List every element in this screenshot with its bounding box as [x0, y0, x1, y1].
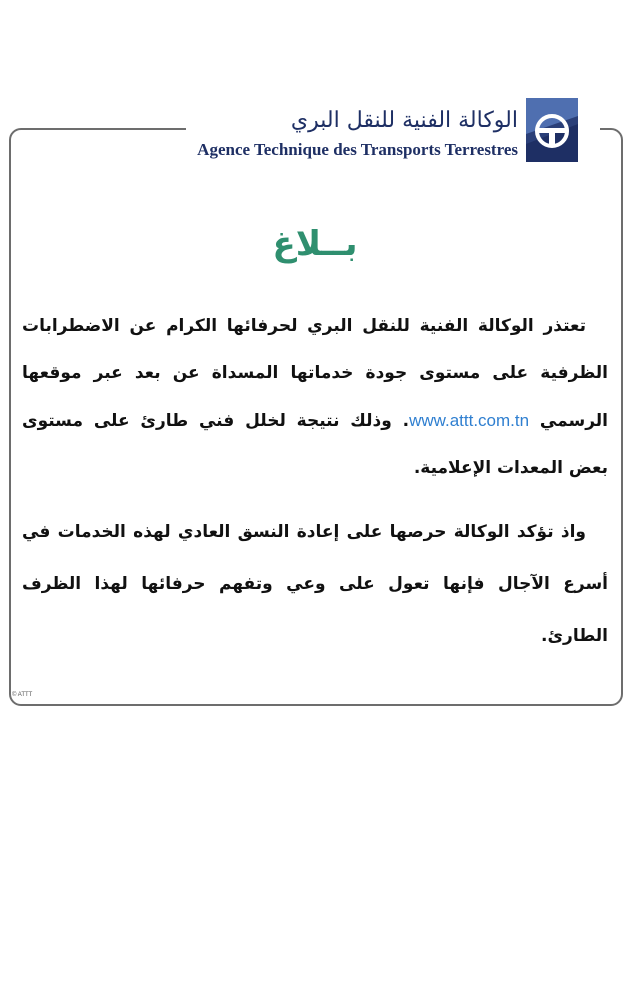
steering-wheel-icon [522, 94, 582, 166]
paragraph-1-text-b: . وذلك نتيجة لخلل فني طارئ على مستوى بعض المعدات الإعلامية. [22, 411, 608, 478]
organization-name-arabic: الوكالة الفنية للنقل البري [290, 108, 518, 133]
notice-paragraph-2: واذ تؤكد الوكالة حرصها على إعادة النسق العادي لهذه الخدمات في أسرع الآجال فإنها تعول على وعي وتفهم حرفائها لهذا الظرف الطارئ. [22, 522, 608, 646]
notice-body [22, 303, 608, 662]
paragraph-1-text-a: تعتذر الوكالة الفنية للنقل البري لحرفائها الكرام عن الاضطرابات الظرفية على مستوى جودة خدماتها المسداة عن بعد عبر موقعها الرسمي [22, 316, 609, 431]
notice-title: بــلاغ [272, 224, 358, 264]
notice-paragraph-1 [22, 303, 608, 492]
organization-name-french: Agence Technique des Transports Terrestres [197, 140, 518, 159]
copyright-mark: © ATTT [12, 692, 33, 698]
website-link[interactable]: www.attt.com.tn [409, 411, 530, 430]
